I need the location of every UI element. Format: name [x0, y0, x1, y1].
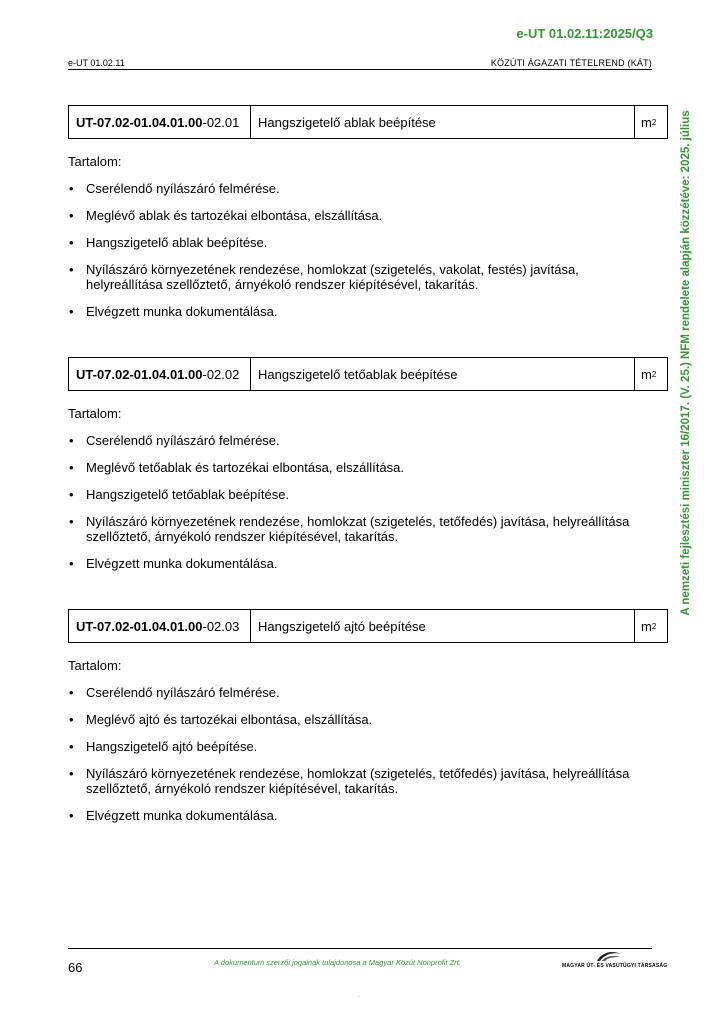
list-item: • Cserélendő nyílászáró felmérése. [68, 685, 653, 700]
list-item: • Cserélendő nyílászáró felmérése. [68, 181, 653, 196]
item-title-cell: Hangszigetelő ajtó beépítése [251, 610, 635, 642]
item-code-cell [69, 610, 251, 642]
item-unit-cell [635, 106, 667, 138]
side-note [676, 96, 696, 630]
copyright-notice: A dokumentum szerzői jogainak tulajdonosa a Magyar Közút Nonprofit Zrt. [214, 958, 461, 967]
item-table-2 [68, 357, 668, 391]
item-code-suffix: -02.02 [202, 366, 240, 382]
item-unit-cell [635, 358, 667, 390]
item-code-suffix: -02.01 [202, 114, 240, 130]
item-unit-cell [635, 610, 667, 642]
item-code-suffix: -02.03 [202, 618, 240, 634]
list-item: • Nyílászáró környezetének rendezése, homlokzat (szigetelés, vakolat, festés) javítása, helyreállítása szellőztető, árnyékoló rendszer kiépítésével, takarítás. [68, 262, 653, 292]
footer-dot: . [358, 993, 360, 999]
unit-sup: 2 [651, 621, 657, 631]
item-table-3 [68, 609, 668, 643]
footer-divider [68, 948, 652, 949]
unit-text: m [641, 618, 652, 634]
unit-sup: 2 [651, 369, 657, 379]
list-item: • Meglévő ablak és tartozékai elbontása, elszállítása. [68, 208, 653, 223]
item-code-cell [69, 106, 251, 138]
list-item: • Cserélendő nyílászáró felmérése. [68, 433, 653, 448]
list-item: • Meglévő tetőablak és tartozékai elbontása, elszállítása. [68, 460, 653, 475]
item-code-bold: UT-07.02-01.04.01.00 [76, 618, 203, 634]
item-table-1 [68, 105, 668, 139]
unit-text: m [641, 114, 652, 130]
unit-text: m [641, 366, 652, 382]
list-item: • Hangszigetelő tetőablak beépítése. [68, 487, 653, 502]
content-label-2: Tartalom: [68, 406, 122, 421]
list-item: • Hangszigetelő ablak beépítése. [68, 235, 653, 250]
logo-swoosh-icon [596, 950, 622, 962]
unit-sup: 2 [651, 117, 657, 127]
item-code-cell [69, 358, 251, 390]
content-label-3: Tartalom: [68, 658, 122, 673]
doc-code: e-UT 01.02.11:2025/Q3 [516, 26, 653, 41]
item-title-cell: Hangszigetelő ablak beépítése [251, 106, 635, 138]
header-right-title: KÖZÚTI ÁGAZATI TÉTELREND (KÁT) [490, 58, 652, 68]
society-logo [562, 950, 668, 974]
list-item: • Hangszigetelő ajtó beépítése. [68, 739, 653, 754]
list-item: • Elvégzett munka dokumentálása. [68, 808, 653, 823]
list-item: • Nyílászáró környezetének rendezése, homlokzat (szigetelés, tetőfedés) javítása, helyreállítása szellőztető, árnyékoló rendszer kiépítésével, takarítás. [68, 766, 653, 796]
header-left-code: e-UT 01.02.11 [68, 58, 125, 68]
list-item: • Meglévő ajtó és tartozékai elbontása, elszállítása. [68, 712, 653, 727]
list-item: • Elvégzett munka dokumentálása. [68, 556, 653, 571]
side-note-text: A nemzeti fejlesztési miniszter 16/2017. (V. 25.) NFM rendelete alapján közzétéve: 2025. július [680, 110, 692, 616]
header-divider [68, 69, 652, 70]
list-item: • Elvégzett munka dokumentálása. [68, 304, 653, 319]
content-label-1: Tartalom: [68, 154, 122, 169]
page-number: 66 [68, 960, 83, 975]
logo-text: MAGYAR ÚT- ÉS VASÚTÜGYI TÁRSASÁG [562, 963, 668, 969]
list-item: • Nyílászáró környezetének rendezése, homlokzat (szigetelés, tetőfedés) javítása, helyreállítása szellőztető, árnyékoló rendszer kiépítésével, takarítás. [68, 514, 653, 544]
content-list-1 [68, 181, 653, 331]
item-title-cell: Hangszigetelő tetőablak beépítése [251, 358, 635, 390]
item-code-bold: UT-07.02-01.04.01.00 [76, 366, 203, 382]
content-list-3 [68, 685, 653, 835]
item-code-bold: UT-07.02-01.04.01.00 [76, 114, 203, 130]
content-list-2 [68, 433, 653, 583]
